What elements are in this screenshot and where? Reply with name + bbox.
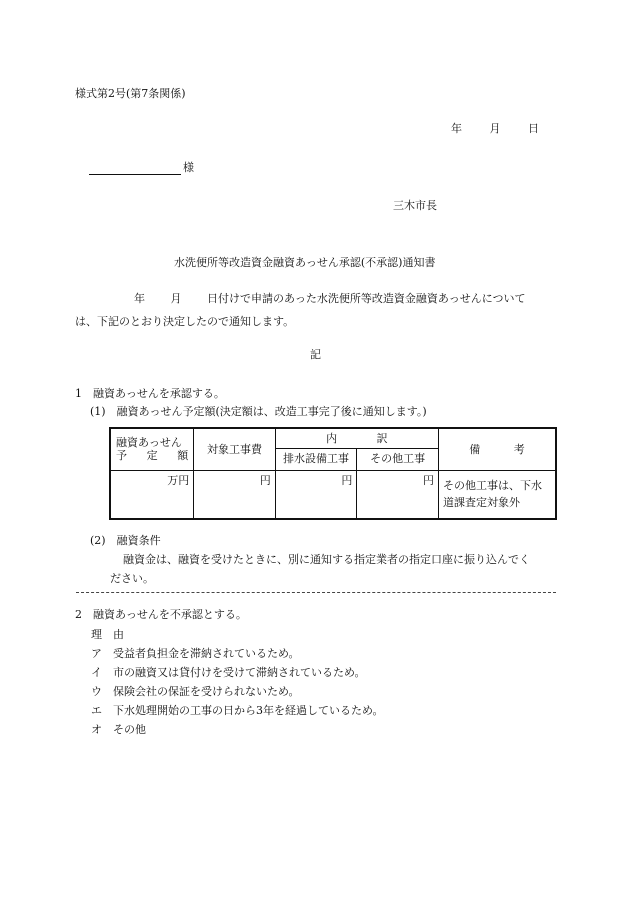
header-notes-cell: 備 考 [438, 428, 556, 470]
date-line [451, 122, 539, 135]
header-amount-line1: 融資あっせん [116, 436, 182, 450]
target-unit-cell: 円 [194, 470, 276, 519]
section-divider [76, 592, 556, 593]
header-breakdown-cell: 内 訳 [275, 428, 438, 448]
section1-heading: 1 融資あっせんを承認する。 [75, 387, 225, 400]
document-title: 水洗便所等改造資金融資あっせん承認(不承認)通知書 [174, 256, 436, 269]
date-month: 月 [489, 122, 501, 135]
addressee-blank-line [89, 174, 181, 175]
date-year: 年 [451, 122, 462, 135]
section1-sub2-text-1: 融資金は、融資を受けたときに、別に通知する指定業者の指定口座に振り込んでく [123, 553, 530, 566]
body-line-1 [134, 292, 526, 305]
header-drain-cell: 排水設備工事 [275, 448, 357, 470]
body-line-1-rest: 日付けで申請のあった水洗便所等改造資金融資あっせんについて [207, 292, 526, 305]
header-other-cell: その他工事 [357, 448, 439, 470]
reason-item: ウ 保険会社の保証を受けられないため。 [91, 685, 300, 698]
other-unit-cell: 円 [357, 470, 439, 519]
header-target-cell: 対象工事費 [194, 428, 276, 470]
loan-amount-table [109, 427, 557, 520]
date-day: 日 [528, 122, 539, 135]
addressee-suffix: 様 [183, 161, 194, 174]
notes-value-cell: その他工事は、下水道課査定対象外 [438, 470, 556, 519]
body-month: 月 [170, 292, 182, 305]
sender: 三木市長 [393, 199, 437, 212]
amount-unit-cell: 万円 [110, 470, 194, 519]
reason-item: イ 市の融資又は貸付けを受けて滞納されているため。 [91, 666, 366, 679]
section1-sub2: (2) 融資条件 [90, 534, 161, 547]
drain-unit-cell: 円 [275, 470, 357, 519]
body-year: 年 [134, 292, 145, 305]
body-line-2: は、下記のとおり決定したので通知します。 [75, 315, 295, 328]
reason-item: オ その他 [91, 723, 146, 736]
section2-heading: 2 融資あっせんを不承認とする。 [75, 608, 247, 621]
form-number: 様式第2号(第7条関係) [75, 87, 186, 100]
reason-item: エ 下水処理開始の工事の日から3年を経過しているため。 [91, 704, 384, 717]
ki-marker: 記 [310, 348, 321, 361]
reason-label: 理 由 [91, 628, 124, 641]
section1-sub2-text-2: ださい。 [110, 572, 154, 585]
section1-sub1: (1) 融資あっせん予定額(決定額は、改造工事完了後に通知します。) [90, 405, 427, 418]
header-amount-line2: 予 定 額 [116, 449, 189, 463]
header-amount-cell [110, 428, 194, 470]
reason-item: ア 受益者負担金を滞納されているため。 [91, 647, 300, 660]
